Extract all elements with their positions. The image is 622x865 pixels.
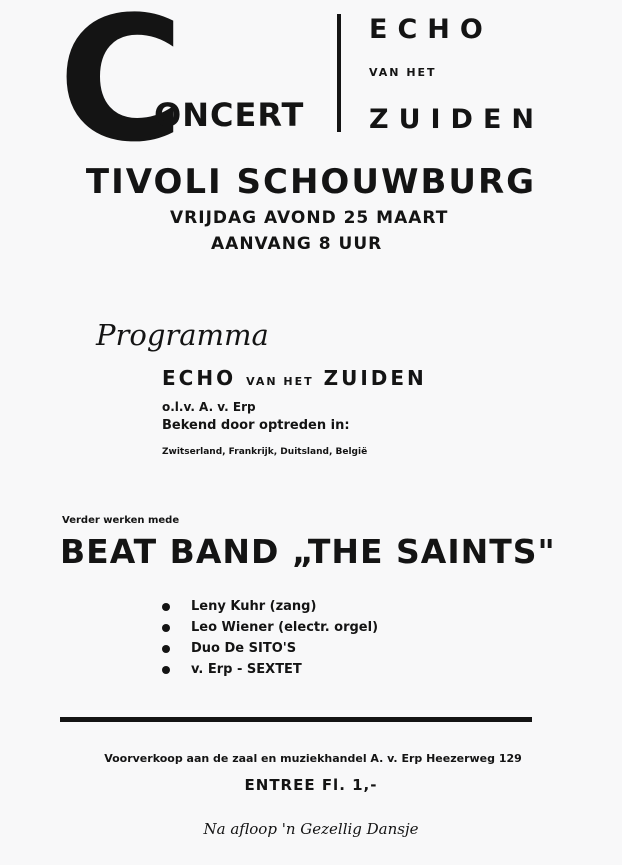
program-heading: Programma <box>96 318 269 352</box>
program-band-part1: ECHO <box>162 366 237 390</box>
act-label: Leo Wiener (electr. orgel) <box>191 620 379 635</box>
entry-price: ENTREE Fl. 1,- <box>244 776 378 794</box>
acts-list <box>162 596 378 680</box>
known-from-line: Bekend door optreden in: <box>162 418 350 433</box>
header-divider <box>337 14 341 132</box>
list-item <box>162 596 378 617</box>
act-label: Duo De SITO'S <box>191 641 297 656</box>
guest-headline: BEAT BAND „THE SAINTS" <box>60 532 556 571</box>
guests-intro: Verder werken mede <box>62 515 180 526</box>
band-name-line2: VAN HET <box>369 66 437 79</box>
bullet-icon <box>162 624 170 632</box>
band-name-line3: ZUIDEN <box>369 104 545 135</box>
act-label: v. Erp - SEXTET <box>191 662 302 677</box>
venue-name: TIVOLI SCHOUWBURG <box>85 162 537 202</box>
program-band-part2: VAN HET <box>246 375 314 388</box>
act-label: Leny Kuhr (zang) <box>191 599 317 614</box>
conductor-line: o.l.v. A. v. Erp <box>162 400 256 414</box>
bullet-icon <box>162 645 170 653</box>
band-name-line1: ECHO <box>369 14 493 45</box>
bullet-icon <box>162 603 170 611</box>
list-item <box>162 659 378 680</box>
event-start-time: AANVANG 8 UUR <box>211 234 383 254</box>
afterparty-note: Na afloop 'n Gezellig Dansje <box>203 820 419 838</box>
list-item <box>162 638 378 659</box>
program-band-name <box>162 366 427 390</box>
countries-line: Zwitserland, Frankrijk, Duitsland, België <box>162 447 368 457</box>
bullet-icon <box>162 666 170 674</box>
event-date: VRIJDAG AVOND 25 MAART <box>170 208 449 228</box>
footer-divider <box>60 717 532 722</box>
concert-title-rest: ONCERT <box>154 96 305 134</box>
list-item <box>162 617 378 638</box>
presale-info: Voorverkoop aan de zaal en muziekhandel A. v. Erp Heezerweg 129 <box>104 752 522 765</box>
program-band-part3: ZUIDEN <box>323 366 427 390</box>
concert-initial-letter: C <box>58 0 181 180</box>
